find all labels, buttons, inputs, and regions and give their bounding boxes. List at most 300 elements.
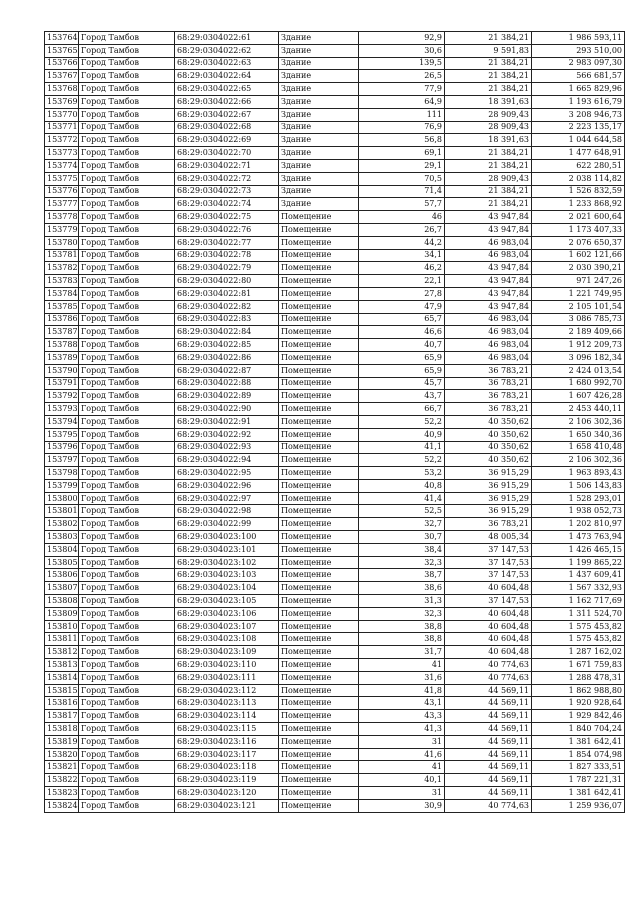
- id-cell: 153786: [45, 313, 79, 326]
- id-cell: 153796: [45, 441, 79, 454]
- city-cell: Город Тамбов: [79, 761, 175, 774]
- cadastral-value-cell: 1 854 074,98: [532, 748, 625, 761]
- area-cell: 40,9: [359, 428, 445, 441]
- object-type-cell: Помещение: [279, 479, 359, 492]
- object-type-cell: Здание: [279, 44, 359, 57]
- id-cell: 153797: [45, 454, 79, 467]
- specific-value-cell: 37 147,53: [445, 595, 532, 608]
- table-row: [45, 377, 625, 390]
- id-cell: 153795: [45, 428, 79, 441]
- specific-value-cell: 44 569,11: [445, 774, 532, 787]
- area-cell: 65,7: [359, 313, 445, 326]
- cadastral-number-cell: 68:29:0304023:109: [175, 646, 279, 659]
- area-cell: 43,1: [359, 697, 445, 710]
- object-type-cell: Здание: [279, 172, 359, 185]
- specific-value-cell: 46 983,04: [445, 326, 532, 339]
- specific-value-cell: 36 783,21: [445, 364, 532, 377]
- id-cell: 153817: [45, 710, 79, 723]
- table-row: [45, 70, 625, 83]
- table-row: [45, 134, 625, 147]
- specific-value-cell: 21 384,21: [445, 147, 532, 160]
- city-cell: Город Тамбов: [79, 774, 175, 787]
- table-row: [45, 684, 625, 697]
- area-cell: 111: [359, 108, 445, 121]
- area-cell: 31,3: [359, 595, 445, 608]
- object-type-cell: Помещение: [279, 556, 359, 569]
- specific-value-cell: 43 947,84: [445, 287, 532, 300]
- specific-value-cell: 46 983,04: [445, 339, 532, 352]
- cadastral-value-cell: 1 221 749,95: [532, 287, 625, 300]
- cadastral-number-cell: 68:29:0304023:114: [175, 710, 279, 723]
- area-cell: 38,8: [359, 620, 445, 633]
- cadastral-value-cell: 1 938 052,73: [532, 505, 625, 518]
- specific-value-cell: 40 350,62: [445, 441, 532, 454]
- city-cell: Город Тамбов: [79, 787, 175, 800]
- specific-value-cell: 36 783,21: [445, 377, 532, 390]
- id-cell: 153819: [45, 735, 79, 748]
- city-cell: Город Тамбов: [79, 428, 175, 441]
- cadastral-number-cell: 68:29:0304023:112: [175, 684, 279, 697]
- specific-value-cell: 40 604,48: [445, 582, 532, 595]
- cadastral-value-cell: 1 787 221,31: [532, 774, 625, 787]
- object-type-cell: Здание: [279, 159, 359, 172]
- cadastral-value-cell: 3 096 182,34: [532, 351, 625, 364]
- id-cell: 153790: [45, 364, 79, 377]
- object-type-cell: Помещение: [279, 774, 359, 787]
- cadastral-value-cell: 1 575 453,82: [532, 620, 625, 633]
- area-cell: 46,2: [359, 262, 445, 275]
- object-type-cell: Помещение: [279, 646, 359, 659]
- cadastral-number-cell: 68:29:0304022:92: [175, 428, 279, 441]
- area-cell: 71,4: [359, 185, 445, 198]
- city-cell: Город Тамбов: [79, 275, 175, 288]
- city-cell: Город Тамбов: [79, 198, 175, 211]
- cadastral-value-cell: 1 920 928,64: [532, 697, 625, 710]
- id-cell: 153779: [45, 223, 79, 236]
- cadastral-value-cell: 1 193 616,79: [532, 95, 625, 108]
- table-row: [45, 172, 625, 185]
- cadastral-number-cell: 68:29:0304023:113: [175, 697, 279, 710]
- id-cell: 153794: [45, 415, 79, 428]
- table-row: [45, 428, 625, 441]
- specific-value-cell: 21 384,21: [445, 32, 532, 45]
- id-cell: 153808: [45, 595, 79, 608]
- cadastral-number-cell: 68:29:0304022:70: [175, 147, 279, 160]
- specific-value-cell: 21 384,21: [445, 83, 532, 96]
- cadastral-value-cell: 1 202 810,97: [532, 518, 625, 531]
- area-cell: 66,7: [359, 403, 445, 416]
- area-cell: 43,3: [359, 710, 445, 723]
- cadastral-value-cell: 971 247,26: [532, 275, 625, 288]
- id-cell: 153778: [45, 211, 79, 224]
- specific-value-cell: 46 983,04: [445, 236, 532, 249]
- cadastral-number-cell: 68:29:0304022:85: [175, 339, 279, 352]
- city-cell: Город Тамбов: [79, 735, 175, 748]
- cadastral-value-cell: 2 106 302,36: [532, 454, 625, 467]
- object-type-cell: Здание: [279, 70, 359, 83]
- area-cell: 27,8: [359, 287, 445, 300]
- cadastral-number-cell: 68:29:0304022:99: [175, 518, 279, 531]
- object-type-cell: Помещение: [279, 761, 359, 774]
- specific-value-cell: 40 774,63: [445, 659, 532, 672]
- cadastral-value-cell: 1 426 465,15: [532, 543, 625, 556]
- specific-value-cell: 28 909,43: [445, 121, 532, 134]
- specific-value-cell: 43 947,84: [445, 262, 532, 275]
- city-cell: Город Тамбов: [79, 518, 175, 531]
- area-cell: 38,8: [359, 633, 445, 646]
- id-cell: 153820: [45, 748, 79, 761]
- cadastral-number-cell: 68:29:0304023:106: [175, 607, 279, 620]
- table-row: [45, 287, 625, 300]
- object-type-cell: Здание: [279, 57, 359, 70]
- cadastral-number-cell: 68:29:0304022:69: [175, 134, 279, 147]
- city-cell: Город Тамбов: [79, 262, 175, 275]
- cadastral-value-cell: 1 526 832,59: [532, 185, 625, 198]
- city-cell: Город Тамбов: [79, 223, 175, 236]
- id-cell: 153824: [45, 799, 79, 812]
- cadastral-value-cell: 1 477 648,91: [532, 147, 625, 160]
- cadastral-number-cell: 68:29:0304022:64: [175, 70, 279, 83]
- cadastral-value-cell: 2 983 097,30: [532, 57, 625, 70]
- cadastral-number-cell: 68:29:0304022:66: [175, 95, 279, 108]
- table-row: [45, 185, 625, 198]
- city-cell: Город Тамбов: [79, 95, 175, 108]
- specific-value-cell: 36 783,21: [445, 403, 532, 416]
- cadastral-number-cell: 68:29:0304023:104: [175, 582, 279, 595]
- cadastral-number-cell: 68:29:0304022:68: [175, 121, 279, 134]
- city-cell: Город Тамбов: [79, 697, 175, 710]
- area-cell: 43,7: [359, 390, 445, 403]
- area-cell: 41,8: [359, 684, 445, 697]
- table-row: [45, 83, 625, 96]
- table-row: [45, 300, 625, 313]
- id-cell: 153812: [45, 646, 79, 659]
- city-cell: Город Тамбов: [79, 70, 175, 83]
- specific-value-cell: 46 983,04: [445, 313, 532, 326]
- specific-value-cell: 44 569,11: [445, 710, 532, 723]
- area-cell: 64,9: [359, 95, 445, 108]
- specific-value-cell: 44 569,11: [445, 735, 532, 748]
- table-row: [45, 236, 625, 249]
- table-row: [45, 339, 625, 352]
- city-cell: Город Тамбов: [79, 441, 175, 454]
- cadastral-value-cell: 1 575 453,82: [532, 633, 625, 646]
- cadastral-value-cell: 566 681,57: [532, 70, 625, 83]
- object-type-cell: Помещение: [279, 505, 359, 518]
- cadastral-number-cell: 68:29:0304022:62: [175, 44, 279, 57]
- table-row: [45, 57, 625, 70]
- specific-value-cell: 48 005,34: [445, 531, 532, 544]
- object-type-cell: Здание: [279, 32, 359, 45]
- object-type-cell: Здание: [279, 185, 359, 198]
- id-cell: 153770: [45, 108, 79, 121]
- cadastral-value-cell: 1 671 759,83: [532, 659, 625, 672]
- city-cell: Город Тамбов: [79, 684, 175, 697]
- specific-value-cell: 21 384,21: [445, 185, 532, 198]
- area-cell: 32,3: [359, 607, 445, 620]
- table-row: [45, 633, 625, 646]
- object-type-cell: Помещение: [279, 287, 359, 300]
- specific-value-cell: 40 604,48: [445, 646, 532, 659]
- city-cell: Город Тамбов: [79, 492, 175, 505]
- city-cell: Город Тамбов: [79, 121, 175, 134]
- cadastral-value-cell: 2 038 114,82: [532, 172, 625, 185]
- object-type-cell: Помещение: [279, 262, 359, 275]
- object-type-cell: Помещение: [279, 531, 359, 544]
- cadastral-number-cell: 68:29:0304022:90: [175, 403, 279, 416]
- object-type-cell: Помещение: [279, 467, 359, 480]
- id-cell: 153783: [45, 275, 79, 288]
- cadastral-number-cell: 68:29:0304023:121: [175, 799, 279, 812]
- area-cell: 52,5: [359, 505, 445, 518]
- area-cell: 40,1: [359, 774, 445, 787]
- area-cell: 38,7: [359, 569, 445, 582]
- area-cell: 76,9: [359, 121, 445, 134]
- id-cell: 153788: [45, 339, 79, 352]
- specific-value-cell: 43 947,84: [445, 300, 532, 313]
- object-type-cell: Помещение: [279, 441, 359, 454]
- cadastral-value-cell: 1 528 293,01: [532, 492, 625, 505]
- id-cell: 153823: [45, 787, 79, 800]
- table-row: [45, 543, 625, 556]
- id-cell: 153815: [45, 684, 79, 697]
- id-cell: 153813: [45, 659, 79, 672]
- cadastral-value-cell: 1 567 332,93: [532, 582, 625, 595]
- object-type-cell: Помещение: [279, 428, 359, 441]
- area-cell: 31,6: [359, 671, 445, 684]
- table-row: [45, 518, 625, 531]
- table-row: [45, 454, 625, 467]
- cadastral-value-cell: 1 437 609,41: [532, 569, 625, 582]
- area-cell: 52,2: [359, 454, 445, 467]
- table-row: [45, 697, 625, 710]
- area-cell: 38,6: [359, 582, 445, 595]
- id-cell: 153769: [45, 95, 79, 108]
- cadastral-value-cell: 2 223 135,17: [532, 121, 625, 134]
- cadastral-number-cell: 68:29:0304022:80: [175, 275, 279, 288]
- city-cell: Город Тамбов: [79, 620, 175, 633]
- specific-value-cell: 18 391,63: [445, 95, 532, 108]
- id-cell: 153791: [45, 377, 79, 390]
- city-cell: Город Тамбов: [79, 172, 175, 185]
- id-cell: 153785: [45, 300, 79, 313]
- table-row: [45, 582, 625, 595]
- id-cell: 153802: [45, 518, 79, 531]
- cadastral-value-cell: 1 044 644,58: [532, 134, 625, 147]
- object-type-cell: Помещение: [279, 211, 359, 224]
- cadastral-number-cell: 68:29:0304022:67: [175, 108, 279, 121]
- table-row: [45, 32, 625, 45]
- cadastral-number-cell: 68:29:0304022:98: [175, 505, 279, 518]
- area-cell: 46,6: [359, 326, 445, 339]
- area-cell: 69,1: [359, 147, 445, 160]
- table-row: [45, 351, 625, 364]
- area-cell: 53,2: [359, 467, 445, 480]
- table-body: [45, 32, 625, 813]
- area-cell: 41,1: [359, 441, 445, 454]
- table-row: [45, 108, 625, 121]
- cadastral-value-cell: 1 381 642,41: [532, 787, 625, 800]
- cadastral-value-cell: 1 311 524,70: [532, 607, 625, 620]
- cadastral-number-cell: 68:29:0304023:119: [175, 774, 279, 787]
- specific-value-cell: 44 569,11: [445, 787, 532, 800]
- specific-value-cell: 40 774,63: [445, 671, 532, 684]
- cadastral-number-cell: 68:29:0304022:81: [175, 287, 279, 300]
- cadastral-value-cell: 1 986 593,11: [532, 32, 625, 45]
- cadastral-value-cell: 3 086 785,73: [532, 313, 625, 326]
- object-type-cell: Помещение: [279, 403, 359, 416]
- object-type-cell: Здание: [279, 83, 359, 96]
- city-cell: Город Тамбов: [79, 415, 175, 428]
- city-cell: Город Тамбов: [79, 479, 175, 492]
- id-cell: 153766: [45, 57, 79, 70]
- cadastral-number-cell: 68:29:0304023:103: [175, 569, 279, 582]
- specific-value-cell: 43 947,84: [445, 223, 532, 236]
- cadastral-number-cell: 68:29:0304022:84: [175, 326, 279, 339]
- city-cell: Город Тамбов: [79, 44, 175, 57]
- table-row: [45, 531, 625, 544]
- area-cell: 30,9: [359, 799, 445, 812]
- area-cell: 31: [359, 787, 445, 800]
- table-row: [45, 415, 625, 428]
- cadastral-number-cell: 68:29:0304022:78: [175, 249, 279, 262]
- cadastral-number-cell: 68:29:0304022:74: [175, 198, 279, 211]
- area-cell: 41,6: [359, 748, 445, 761]
- id-cell: 153776: [45, 185, 79, 198]
- cadastral-number-cell: 68:29:0304022:97: [175, 492, 279, 505]
- specific-value-cell: 37 147,53: [445, 569, 532, 582]
- area-cell: 41: [359, 761, 445, 774]
- specific-value-cell: 21 384,21: [445, 198, 532, 211]
- table-row: [45, 121, 625, 134]
- cadastral-value-table: [44, 31, 625, 813]
- area-cell: 65,9: [359, 364, 445, 377]
- cadastral-value-cell: 1 199 865,22: [532, 556, 625, 569]
- specific-value-cell: 36 915,29: [445, 505, 532, 518]
- cadastral-number-cell: 68:29:0304022:96: [175, 479, 279, 492]
- cadastral-number-cell: 68:29:0304023:101: [175, 543, 279, 556]
- object-type-cell: Здание: [279, 147, 359, 160]
- specific-value-cell: 28 909,43: [445, 108, 532, 121]
- specific-value-cell: 36 915,29: [445, 492, 532, 505]
- cadastral-number-cell: 68:29:0304022:86: [175, 351, 279, 364]
- specific-value-cell: 44 569,11: [445, 748, 532, 761]
- cadastral-value-cell: 1 650 340,36: [532, 428, 625, 441]
- object-type-cell: Помещение: [279, 671, 359, 684]
- object-type-cell: Помещение: [279, 300, 359, 313]
- specific-value-cell: 40 350,62: [445, 428, 532, 441]
- id-cell: 153764: [45, 32, 79, 45]
- specific-value-cell: 40 350,62: [445, 454, 532, 467]
- cadastral-value-cell: 1 680 992,70: [532, 377, 625, 390]
- cadastral-number-cell: 68:29:0304023:118: [175, 761, 279, 774]
- cadastral-value-cell: 2 105 101,54: [532, 300, 625, 313]
- specific-value-cell: 36 783,21: [445, 390, 532, 403]
- id-cell: 153773: [45, 147, 79, 160]
- cadastral-number-cell: 68:29:0304023:120: [175, 787, 279, 800]
- specific-value-cell: 40 604,48: [445, 633, 532, 646]
- area-cell: 41,4: [359, 492, 445, 505]
- object-type-cell: Помещение: [279, 620, 359, 633]
- table-row: [45, 556, 625, 569]
- id-cell: 153780: [45, 236, 79, 249]
- area-cell: 26,7: [359, 223, 445, 236]
- city-cell: Город Тамбов: [79, 646, 175, 659]
- object-type-cell: Здание: [279, 108, 359, 121]
- city-cell: Город Тамбов: [79, 390, 175, 403]
- cadastral-value-cell: 1 173 407,33: [532, 223, 625, 236]
- cadastral-value-cell: 2 424 013,54: [532, 364, 625, 377]
- cadastral-value-cell: 2 189 409,66: [532, 326, 625, 339]
- cadastral-number-cell: 68:29:0304022:76: [175, 223, 279, 236]
- cadastral-number-cell: 68:29:0304022:77: [175, 236, 279, 249]
- object-type-cell: Здание: [279, 95, 359, 108]
- area-cell: 45,7: [359, 377, 445, 390]
- area-cell: 31: [359, 735, 445, 748]
- city-cell: Город Тамбов: [79, 300, 175, 313]
- object-type-cell: Помещение: [279, 351, 359, 364]
- city-cell: Город Тамбов: [79, 556, 175, 569]
- table-row: [45, 620, 625, 633]
- id-cell: 153810: [45, 620, 79, 633]
- id-cell: 153814: [45, 671, 79, 684]
- city-cell: Город Тамбов: [79, 351, 175, 364]
- cadastral-value-cell: 1 658 410,48: [532, 441, 625, 454]
- area-cell: 31,7: [359, 646, 445, 659]
- object-type-cell: Помещение: [279, 723, 359, 736]
- specific-value-cell: 44 569,11: [445, 697, 532, 710]
- cadastral-value-cell: 2 076 650,37: [532, 236, 625, 249]
- object-type-cell: Помещение: [279, 364, 359, 377]
- area-cell: 26,5: [359, 70, 445, 83]
- cadastral-number-cell: 68:29:0304022:65: [175, 83, 279, 96]
- area-cell: 41: [359, 659, 445, 672]
- cadastral-number-cell: 68:29:0304022:87: [175, 364, 279, 377]
- object-type-cell: Помещение: [279, 543, 359, 556]
- cadastral-value-cell: 1 506 143,83: [532, 479, 625, 492]
- table-row: [45, 787, 625, 800]
- table-row: [45, 211, 625, 224]
- object-type-cell: Помещение: [279, 249, 359, 262]
- cadastral-value-cell: 3 208 946,73: [532, 108, 625, 121]
- area-cell: 92,9: [359, 32, 445, 45]
- specific-value-cell: 21 384,21: [445, 70, 532, 83]
- cadastral-number-cell: 68:29:0304022:89: [175, 390, 279, 403]
- city-cell: Город Тамбов: [79, 249, 175, 262]
- city-cell: Город Тамбов: [79, 671, 175, 684]
- object-type-cell: Помещение: [279, 582, 359, 595]
- area-cell: 34,1: [359, 249, 445, 262]
- table-row: [45, 95, 625, 108]
- area-cell: 65,9: [359, 351, 445, 364]
- cadastral-number-cell: 68:29:0304022:88: [175, 377, 279, 390]
- table-row: [45, 761, 625, 774]
- object-type-cell: Здание: [279, 121, 359, 134]
- cadastral-number-cell: 68:29:0304022:95: [175, 467, 279, 480]
- area-cell: 32,3: [359, 556, 445, 569]
- area-cell: 44,2: [359, 236, 445, 249]
- id-cell: 153811: [45, 633, 79, 646]
- specific-value-cell: 9 591,83: [445, 44, 532, 57]
- object-type-cell: Помещение: [279, 339, 359, 352]
- city-cell: Город Тамбов: [79, 211, 175, 224]
- cadastral-value-cell: 1 473 763,94: [532, 531, 625, 544]
- city-cell: Город Тамбов: [79, 377, 175, 390]
- table-row: [45, 147, 625, 160]
- city-cell: Город Тамбов: [79, 723, 175, 736]
- specific-value-cell: 46 983,04: [445, 351, 532, 364]
- area-cell: 30,6: [359, 44, 445, 57]
